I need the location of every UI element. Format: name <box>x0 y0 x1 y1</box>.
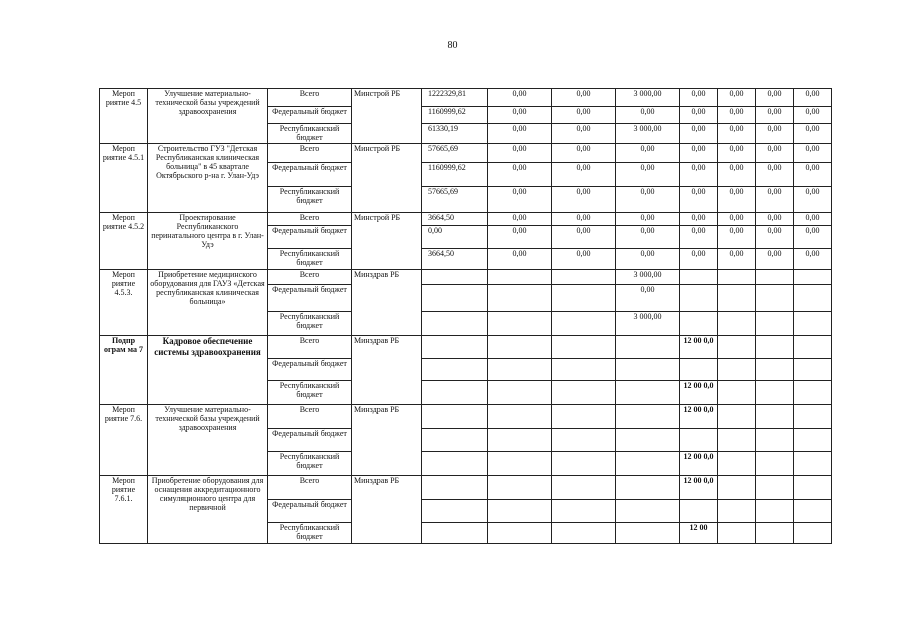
amount-cell <box>756 359 794 381</box>
amount-cell: 3 000,00 <box>616 312 680 336</box>
table-row <box>100 213 832 226</box>
amount-cell: 12 00 0,0 <box>680 452 718 476</box>
amount-cell <box>680 285 718 312</box>
amount-cell <box>756 381 794 405</box>
amount-cell: 3 000,00 <box>616 89 680 107</box>
executor: Минздрав РБ <box>352 270 422 336</box>
amount-cell <box>756 523 794 544</box>
amount-cell: 0,00 <box>552 124 616 144</box>
table-row <box>100 89 832 107</box>
amount-cell <box>794 359 832 381</box>
amount-cell <box>794 381 832 405</box>
amount-cell <box>616 381 680 405</box>
measure-name: Улучшение материально-технической базы учреждений здравоохранения <box>148 405 268 476</box>
measure-name: Кадровое обеспечение системы здравоохранения <box>148 336 268 405</box>
executor: Минздрав РБ <box>352 476 422 544</box>
amount-cell <box>552 476 616 500</box>
amount-cell <box>488 336 552 359</box>
amount-cell: 0,00 <box>616 187 680 213</box>
amount-cell: 57665,69 <box>422 144 488 163</box>
amount-cell <box>616 336 680 359</box>
amount-cell <box>422 359 488 381</box>
amount-cell <box>422 312 488 336</box>
amount-cell <box>718 381 756 405</box>
amount-cell <box>794 270 832 285</box>
amount-cell <box>718 476 756 500</box>
amount-cell <box>794 405 832 429</box>
funding-source: Всего <box>268 213 352 226</box>
executor: Минздрав РБ <box>352 405 422 476</box>
amount-cell: 0,00 <box>794 163 832 187</box>
amount-cell <box>422 500 488 523</box>
amount-cell: 0,00 <box>616 163 680 187</box>
amount-cell <box>616 523 680 544</box>
amount-cell: 0,00 <box>488 124 552 144</box>
amount-cell: 0,00 <box>718 107 756 124</box>
amount-cell <box>488 381 552 405</box>
amount-cell: 0,00 <box>616 144 680 163</box>
amount-cell <box>756 312 794 336</box>
amount-cell <box>718 312 756 336</box>
amount-cell: 0,00 <box>756 163 794 187</box>
amount-cell: 0,00 <box>680 163 718 187</box>
measure-code: Подпр ограм ма 7 <box>100 336 148 405</box>
amount-cell: 0,00 <box>488 187 552 213</box>
table-row <box>100 476 832 500</box>
amount-cell: 0,00 <box>718 163 756 187</box>
amount-cell <box>422 405 488 429</box>
amount-cell: 0,00 <box>552 107 616 124</box>
amount-cell <box>422 476 488 500</box>
amount-cell: 0,00 <box>616 213 680 226</box>
amount-cell: 0,00 <box>794 249 832 270</box>
amount-cell: 12 00 <box>680 523 718 544</box>
amount-cell <box>756 285 794 312</box>
amount-cell <box>552 429 616 452</box>
amount-cell: 0,00 <box>718 124 756 144</box>
executor: Минздрав РБ <box>352 336 422 405</box>
amount-cell <box>756 476 794 500</box>
funding-source: Федеральный бюджет <box>268 500 352 523</box>
amount-cell: 3 000,00 <box>616 124 680 144</box>
measure-name: Приобретение оборудования для оснащения аккредитационного симуляционного центра для первичной <box>148 476 268 544</box>
amount-cell <box>488 359 552 381</box>
amount-cell <box>552 405 616 429</box>
funding-source: Республиканский бюджет <box>268 312 352 336</box>
amount-cell <box>718 359 756 381</box>
amount-cell: 0,00 <box>794 226 832 249</box>
amount-cell: 0,00 <box>756 249 794 270</box>
measure-code: Мероп риятие 4.5.1 <box>100 144 148 213</box>
amount-cell: 0,00 <box>794 107 832 124</box>
amount-cell: 12 00 0,0 <box>680 381 718 405</box>
amount-cell: 1222329,81 <box>422 89 488 107</box>
table-row <box>100 144 832 163</box>
amount-cell: 0,00 <box>552 187 616 213</box>
amount-cell: 0,00 <box>794 213 832 226</box>
measure-name: Приобретение медицинского оборудования для ГАУЗ «Детская республиканская клиническая больница» <box>148 270 268 336</box>
funding-source: Республиканский бюджет <box>268 452 352 476</box>
measure-name: Улучшение материально-технической базы учреждений здравоохранения <box>148 89 268 144</box>
amount-cell: 0,00 <box>794 124 832 144</box>
amount-cell <box>794 285 832 312</box>
measure-name: Проектирование Республиканского перинатального центра в г. Улан-Удэ <box>148 213 268 270</box>
funding-source: Всего <box>268 405 352 429</box>
amount-cell: 0,00 <box>552 89 616 107</box>
amount-cell: 0,00 <box>616 107 680 124</box>
amount-cell: 0,00 <box>718 249 756 270</box>
amount-cell <box>756 452 794 476</box>
amount-cell: 0,00 <box>756 187 794 213</box>
amount-cell <box>718 429 756 452</box>
amount-cell <box>718 500 756 523</box>
amount-cell: 3664,50 <box>422 213 488 226</box>
amount-cell: 0,00 <box>488 163 552 187</box>
amount-cell <box>552 359 616 381</box>
table-row <box>100 336 832 359</box>
amount-cell <box>718 405 756 429</box>
amount-cell <box>794 429 832 452</box>
funding-source: Федеральный бюджет <box>268 285 352 312</box>
amount-cell: 61330,19 <box>422 124 488 144</box>
amount-cell <box>422 452 488 476</box>
amount-cell: 0,00 <box>422 226 488 249</box>
page-number: 80 <box>447 40 458 51</box>
amount-cell: 57665,69 <box>422 187 488 213</box>
amount-cell <box>794 452 832 476</box>
amount-cell: 0,00 <box>680 187 718 213</box>
measure-name: Строительство ГУЗ "Детская Республиканская клиническая больница" в 45 квартале Октябрьского р-на г. Улан-Удэ <box>148 144 268 213</box>
amount-cell <box>488 285 552 312</box>
amount-cell: 0,00 <box>756 213 794 226</box>
amount-cell: 0,00 <box>756 124 794 144</box>
amount-cell <box>488 452 552 476</box>
amount-cell <box>794 523 832 544</box>
measure-code: Мероп риятие 7.6. <box>100 405 148 476</box>
measure-code: Мероп риятие 7.6.1. <box>100 476 148 544</box>
amount-cell <box>552 452 616 476</box>
measure-code: Мероп риятие 4.5.2 <box>100 213 148 270</box>
funding-source: Республиканский бюджет <box>268 187 352 213</box>
amount-cell <box>422 523 488 544</box>
amount-cell: 12 00 0,0 <box>680 405 718 429</box>
amount-cell <box>794 312 832 336</box>
amount-cell <box>794 500 832 523</box>
amount-cell <box>552 381 616 405</box>
amount-cell <box>718 452 756 476</box>
amount-cell: 3664,50 <box>422 249 488 270</box>
amount-cell <box>488 500 552 523</box>
amount-cell <box>422 285 488 312</box>
amount-cell <box>616 405 680 429</box>
amount-cell <box>616 452 680 476</box>
funding-source: Федеральный бюджет <box>268 429 352 452</box>
amount-cell: 0,00 <box>718 144 756 163</box>
amount-cell <box>552 312 616 336</box>
amount-cell <box>422 429 488 452</box>
amount-cell <box>552 500 616 523</box>
amount-cell: 0,00 <box>680 124 718 144</box>
amount-cell <box>488 270 552 285</box>
funding-source: Федеральный бюджет <box>268 226 352 249</box>
table-row <box>100 405 832 429</box>
amount-cell: 0,00 <box>488 226 552 249</box>
executor: Минстрой РБ <box>352 89 422 144</box>
amount-cell <box>718 336 756 359</box>
funding-source: Всего <box>268 144 352 163</box>
funding-source: Всего <box>268 89 352 107</box>
amount-cell: 0,00 <box>552 249 616 270</box>
amount-cell: 0,00 <box>552 213 616 226</box>
amount-cell <box>616 359 680 381</box>
amount-cell: 0,00 <box>756 144 794 163</box>
amount-cell: 0,00 <box>718 89 756 107</box>
amount-cell: 0,00 <box>488 89 552 107</box>
amount-cell: 0,00 <box>616 226 680 249</box>
funding-source: Всего <box>268 476 352 500</box>
amount-cell: 0,00 <box>680 107 718 124</box>
amount-cell: 1160999,62 <box>422 107 488 124</box>
amount-cell: 0,00 <box>488 213 552 226</box>
amount-cell <box>680 429 718 452</box>
amount-cell <box>488 405 552 429</box>
table-row <box>100 270 832 285</box>
amount-cell <box>616 500 680 523</box>
amount-cell: 0,00 <box>488 249 552 270</box>
funding-source: Республиканский бюджет <box>268 381 352 405</box>
amount-cell <box>422 270 488 285</box>
amount-cell <box>552 285 616 312</box>
amount-cell: 0,00 <box>488 107 552 124</box>
funding-source: Республиканский бюджет <box>268 249 352 270</box>
amount-cell: 0,00 <box>552 163 616 187</box>
amount-cell: 0,00 <box>756 89 794 107</box>
amount-cell: 0,00 <box>616 249 680 270</box>
amount-cell <box>718 523 756 544</box>
amount-cell <box>756 336 794 359</box>
amount-cell: 0,00 <box>616 285 680 312</box>
amount-cell: 0,00 <box>756 226 794 249</box>
amount-cell: 0,00 <box>718 213 756 226</box>
amount-cell: 0,00 <box>488 144 552 163</box>
amount-cell <box>680 500 718 523</box>
executor: Минстрой РБ <box>352 213 422 270</box>
amount-cell: 0,00 <box>794 187 832 213</box>
amount-cell <box>488 429 552 452</box>
funding-source: Всего <box>268 336 352 359</box>
amount-cell: 0,00 <box>680 213 718 226</box>
amount-cell: 0,00 <box>680 144 718 163</box>
executor: Минстрой РБ <box>352 144 422 213</box>
amount-cell: 0,00 <box>552 226 616 249</box>
amount-cell <box>756 405 794 429</box>
amount-cell <box>552 336 616 359</box>
amount-cell <box>488 476 552 500</box>
amount-cell <box>422 336 488 359</box>
amount-cell: 0,00 <box>680 226 718 249</box>
amount-cell <box>422 381 488 405</box>
measure-code: Мероп риятие 4.5 <box>100 89 148 144</box>
funding-source: Всего <box>268 270 352 285</box>
amount-cell <box>680 359 718 381</box>
funding-source: Федеральный бюджет <box>268 107 352 124</box>
amount-cell <box>756 500 794 523</box>
amount-cell <box>488 312 552 336</box>
funding-source: Федеральный бюджет <box>268 359 352 381</box>
amount-cell <box>680 270 718 285</box>
funding-source: Республиканский бюджет <box>268 124 352 144</box>
amount-cell <box>680 312 718 336</box>
amount-cell <box>794 476 832 500</box>
amount-cell <box>794 336 832 359</box>
amount-cell: 1160999,62 <box>422 163 488 187</box>
amount-cell <box>718 270 756 285</box>
amount-cell: 0,00 <box>718 187 756 213</box>
amount-cell: 3 000,00 <box>616 270 680 285</box>
amount-cell <box>552 523 616 544</box>
funding-source: Республиканский бюджет <box>268 523 352 544</box>
amount-cell: 0,00 <box>718 226 756 249</box>
budget-table <box>99 88 832 544</box>
amount-cell: 0,00 <box>756 107 794 124</box>
amount-cell <box>756 429 794 452</box>
amount-cell <box>616 429 680 452</box>
amount-cell <box>616 476 680 500</box>
amount-cell <box>552 270 616 285</box>
funding-source: Федеральный бюджет <box>268 163 352 187</box>
amount-cell <box>718 285 756 312</box>
measure-code: Мероп риятие 4.5.3. <box>100 270 148 336</box>
amount-cell: 0,00 <box>680 89 718 107</box>
amount-cell <box>756 270 794 285</box>
amount-cell: 12 00 0,0 <box>680 476 718 500</box>
amount-cell: 0,00 <box>680 249 718 270</box>
amount-cell: 0,00 <box>552 144 616 163</box>
amount-cell: 0,00 <box>794 144 832 163</box>
amount-cell: 0,00 <box>794 89 832 107</box>
amount-cell: 12 00 0,0 <box>680 336 718 359</box>
amount-cell <box>488 523 552 544</box>
